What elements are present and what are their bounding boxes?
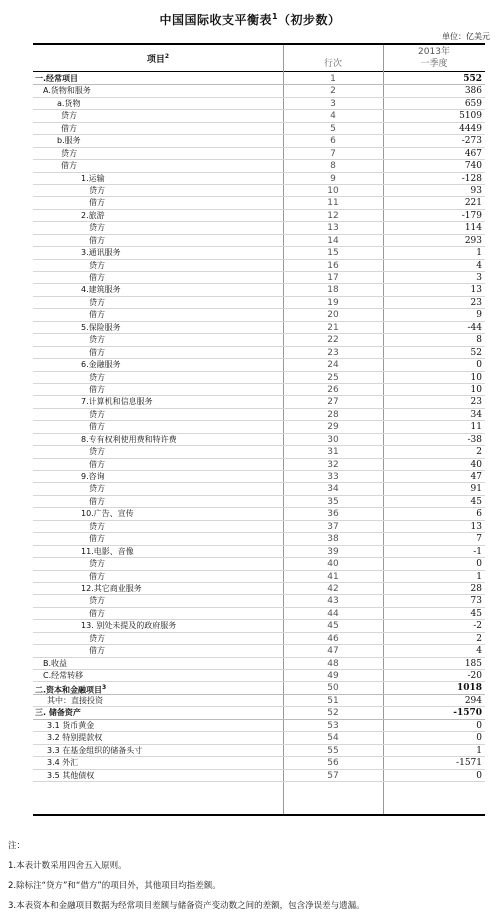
notes-heading: 注： [8, 841, 26, 851]
row-value: 91 [470, 484, 482, 495]
row-value: 3 [476, 273, 482, 283]
row-label: B.收益 [43, 658, 68, 668]
row-line-no: 19 [327, 297, 339, 308]
table-row [33, 173, 485, 185]
table-row [33, 260, 485, 272]
table-row [33, 496, 485, 508]
row-value: 2 [476, 447, 482, 458]
row-label: 贷方 [61, 111, 77, 121]
header-item-mark: 2 [164, 53, 170, 60]
row-label: 2.旅游 [81, 210, 105, 220]
table-row [33, 483, 485, 495]
row-line-no: 33 [327, 472, 339, 482]
row-label: 贷方 [89, 521, 105, 531]
table-row [33, 770, 485, 782]
row-label: 3.2 特别提款权 [47, 733, 103, 743]
row-value: -1571 [456, 758, 482, 769]
data-table [33, 73, 485, 782]
row-value: 293 [464, 235, 482, 246]
row-line-no: 27 [327, 397, 339, 408]
row-line-no: 5 [330, 123, 336, 134]
row-value: 1 [476, 248, 482, 259]
header-period-year: 2013年 [418, 47, 450, 57]
row-line-no: 56 [327, 758, 339, 769]
row-value: 13 [470, 285, 482, 296]
table-row [33, 272, 485, 284]
row-line-no: 47 [327, 646, 339, 657]
row-label: 贷方 [89, 447, 105, 457]
row-line-no: 32 [327, 459, 339, 470]
note-2: 2.除标注“贷方”和“借方”的项目外，其他项目均指差额。 [8, 881, 221, 891]
row-line-no: 24 [327, 360, 339, 371]
row-label: 借方 [89, 198, 105, 208]
row-label: 6.金融服务 [81, 360, 121, 370]
table-row [33, 583, 485, 595]
row-line-no: 11 [327, 198, 339, 209]
row-value: 2 [476, 633, 482, 644]
row-label: 借方 [89, 571, 105, 581]
row-value: 4 [476, 646, 482, 657]
row-label: 贷方 [89, 596, 105, 606]
table-row [33, 409, 485, 421]
row-value: -1 [473, 546, 482, 557]
row-label: 贷方 [89, 633, 105, 643]
row-line-no: 18 [327, 285, 339, 296]
row-label: 借方 [89, 646, 105, 656]
table-row [33, 235, 485, 247]
row-label: a.货物 [57, 98, 81, 108]
row-label: 借方 [89, 310, 105, 320]
row-line-no: 28 [327, 409, 339, 420]
row-value: -179 [461, 210, 482, 221]
row-line-no: 46 [327, 633, 339, 644]
table-row [33, 322, 485, 334]
row-label: 借方 [61, 161, 77, 171]
row-line-no: 55 [327, 745, 339, 756]
row-value: 93 [470, 185, 482, 196]
row-label: 11.电影、音像 [81, 546, 134, 556]
table-row [33, 595, 485, 607]
table-row [33, 123, 485, 135]
row-line-no: 10 [327, 185, 339, 196]
row-line-no: 9 [330, 173, 336, 184]
row-label: 1.运输 [81, 173, 105, 183]
row-label: 借方 [89, 235, 105, 245]
row-label: 贷方 [89, 185, 105, 195]
table-row [33, 396, 485, 408]
row-value: 659 [464, 98, 482, 109]
row-label: 贷方 [89, 409, 105, 419]
row-value: 552 [463, 74, 482, 84]
row-label: 3.通讯服务 [81, 248, 121, 258]
row-label: 借方 [89, 422, 105, 432]
row-label: 10.广告、宣传 [81, 509, 134, 519]
row-line-no: 35 [327, 496, 339, 507]
table-header [33, 45, 485, 71]
row-value: 1018 [456, 683, 482, 694]
row-label: 二.资本和金融项目$^3$ [35, 684, 107, 696]
row-line-no: 22 [327, 335, 339, 346]
table-row [33, 571, 485, 583]
row-label: 借方 [89, 534, 105, 544]
row-value: 73 [470, 596, 482, 607]
row-line-no: 16 [327, 260, 339, 271]
footnotes [8, 836, 365, 916]
row-line-no: 2 [330, 86, 336, 97]
row-value: 4 [476, 260, 482, 271]
row-value: 10 [470, 372, 482, 383]
row-line-no: 44 [327, 608, 339, 619]
row-label: 贷方 [61, 148, 77, 158]
row-line-no: 12 [327, 210, 339, 221]
table-row [33, 247, 485, 259]
row-value: -38 [467, 434, 482, 445]
row-value: 0 [476, 559, 482, 570]
row-line-no: 26 [327, 384, 339, 395]
row-value: 28 [470, 583, 482, 594]
table-row [33, 633, 485, 645]
row-value: -273 [461, 136, 482, 147]
row-label: 借方 [89, 459, 105, 469]
table-row [33, 620, 485, 632]
row-label: 贷方 [89, 372, 105, 382]
row-label: 13. 别处未提及的政府服务 [81, 621, 177, 631]
table-row [33, 421, 485, 433]
row-value: 0 [476, 733, 482, 744]
row-label: 借方 [89, 347, 105, 357]
row-line-no: 36 [327, 509, 339, 520]
row-line-no: 38 [327, 534, 339, 545]
header-line-no: 行次 [323, 59, 342, 69]
table-row [33, 521, 485, 533]
row-label: 贷方 [89, 335, 105, 345]
unit-label: 单位：亿美元 [442, 32, 490, 41]
table-row [33, 309, 485, 321]
table-row [33, 471, 485, 483]
table-bottom-rule [33, 814, 485, 816]
row-value: 8 [476, 335, 482, 346]
row-label: 5.保险服务 [81, 322, 121, 332]
row-value: 23 [470, 297, 482, 308]
row-label: 借方 [89, 273, 105, 282]
row-line-no: 30 [327, 434, 339, 445]
table-row [33, 645, 485, 657]
row-value: -20 [467, 671, 482, 681]
row-line-no: 34 [327, 484, 339, 495]
row-value: 45 [470, 608, 482, 619]
title-footnote-mark: 1 [271, 12, 279, 21]
row-label: 借方 [61, 123, 77, 133]
table-row [33, 297, 485, 309]
row-line-no: 13 [327, 223, 339, 234]
row-label: 3.4 外汇 [47, 758, 79, 768]
row-value: 0 [476, 360, 482, 371]
table-row [33, 334, 485, 346]
row-footnote-mark: 3 [102, 684, 107, 692]
row-label: 借方 [89, 496, 105, 506]
row-value: 294 [464, 695, 482, 706]
table-row [33, 135, 485, 147]
table-row [33, 359, 485, 371]
row-value: 40 [470, 459, 482, 470]
table-row [33, 110, 485, 122]
row-line-no: 42 [327, 583, 339, 594]
table-row [33, 459, 485, 471]
row-label: 三. 储备资产 [35, 708, 81, 718]
row-value: 45 [470, 496, 482, 507]
table-row [33, 85, 485, 97]
row-label: 其中：直接投资 [47, 695, 103, 705]
row-label: 3.3 在基金组织的储备头寸 [47, 745, 143, 755]
row-label: 4.建筑服务 [81, 285, 121, 295]
row-value: -1570 [453, 708, 482, 719]
table-row [33, 608, 485, 620]
row-value: 47 [470, 472, 482, 482]
row-line-no: 41 [327, 571, 339, 582]
row-line-no: 43 [327, 596, 339, 607]
table-row [33, 384, 485, 396]
row-value: 221 [464, 198, 482, 209]
table-row [33, 682, 485, 694]
row-line-no: 21 [327, 322, 339, 333]
table-row [33, 546, 485, 558]
table-row [33, 446, 485, 458]
row-value: -128 [461, 173, 482, 184]
row-line-no: 31 [327, 447, 339, 458]
table-row [33, 222, 485, 234]
row-line-no: 40 [327, 559, 339, 570]
row-value: -2 [473, 621, 482, 632]
row-line-no: 49 [327, 671, 339, 681]
table-row [33, 347, 485, 359]
table-row [33, 558, 485, 570]
table-row [33, 533, 485, 545]
row-label: 一.经常项目 [35, 74, 79, 83]
row-line-no: 15 [327, 248, 339, 259]
row-value: 10 [470, 384, 482, 395]
row-value: 185 [464, 658, 482, 669]
row-value: 114 [464, 223, 482, 234]
row-value: 23 [470, 397, 482, 408]
row-line-no: 4 [330, 111, 336, 122]
table-row [33, 73, 485, 85]
row-line-no: 37 [327, 521, 339, 532]
row-line-no: 20 [327, 310, 339, 321]
row-label: 贷方 [89, 223, 105, 233]
row-label: 贷方 [89, 484, 105, 494]
row-label: 3.5 其他债权 [47, 770, 95, 780]
row-value: 1 [476, 745, 482, 756]
header-period [383, 46, 485, 70]
row-value: 34 [470, 409, 482, 420]
row-line-no: 17 [327, 273, 339, 283]
row-label: 3.1 货币黄金 [47, 720, 95, 730]
row-value: 0 [476, 770, 482, 781]
table-row [33, 197, 485, 209]
row-value: 467 [464, 148, 482, 159]
row-label: 9.咨询 [81, 472, 105, 481]
row-line-no: 14 [327, 235, 339, 246]
row-line-no: 1 [330, 74, 336, 84]
row-value: 52 [470, 347, 482, 358]
row-label: 7.计算机和信息服务 [81, 397, 153, 407]
table-row [33, 720, 485, 732]
table-row [33, 372, 485, 384]
row-line-no: 48 [327, 658, 339, 669]
table-row [33, 508, 485, 520]
row-line-no: 54 [327, 733, 339, 744]
note-1: 1.本表计数采用四舍五入原则。 [8, 861, 127, 871]
row-value: 386 [464, 86, 482, 97]
row-line-no: 23 [327, 347, 339, 358]
row-label: 借方 [89, 608, 105, 618]
table-row [33, 210, 485, 222]
table-row [33, 757, 485, 769]
row-value: -44 [467, 322, 482, 333]
table-row [33, 148, 485, 160]
row-line-no: 45 [327, 621, 339, 632]
row-line-no: 8 [330, 161, 336, 172]
row-line-no: 52 [327, 708, 339, 719]
row-label: 借方 [89, 384, 105, 394]
table-row [33, 707, 485, 719]
row-label: 12.其它商业服务 [81, 583, 142, 593]
row-line-no: 29 [327, 422, 339, 433]
table-row [33, 434, 485, 446]
row-label: C.经常转移 [43, 671, 84, 680]
table-row [33, 185, 485, 197]
row-line-no: 50 [327, 683, 339, 694]
table-row [33, 658, 485, 670]
row-label: 8.专有权利使用费和特许费 [81, 434, 177, 444]
row-value: 740 [464, 161, 482, 172]
row-line-no: 57 [327, 770, 339, 781]
page-title: 中国国际收支平衡表$^1$（初步数） [159, 12, 341, 27]
table-row [33, 695, 485, 707]
row-label: A.货物和服务 [43, 86, 91, 96]
row-label: 贷方 [89, 260, 105, 270]
header-item: 项目$^2$ [146, 53, 170, 65]
row-value: 1 [476, 571, 482, 582]
header-period-quarter: 一季度 [420, 59, 448, 69]
row-value: 0 [476, 720, 482, 731]
row-line-no: 53 [327, 720, 339, 731]
table-row [33, 732, 485, 744]
row-line-no: 6 [330, 136, 336, 147]
row-label: b.服务 [57, 136, 81, 146]
table-row [33, 670, 485, 682]
row-value: 13 [470, 521, 482, 532]
row-label: 贷方 [89, 559, 105, 569]
row-value: 11 [470, 422, 482, 433]
note-3: 3.本表资本和金融项目数据为经常项目差额与储备资产变动数之间的差额，包含净误差与遗漏。 [8, 901, 365, 911]
row-value: 7 [476, 534, 482, 545]
row-label: 贷方 [89, 297, 105, 307]
header-bottom-rule [33, 71, 485, 72]
table-row [33, 160, 485, 172]
table-row [33, 745, 485, 757]
row-value: 5109 [459, 111, 482, 122]
title-suffix: （初步数） [278, 13, 341, 27]
table-row [33, 284, 485, 296]
table-row [33, 98, 485, 110]
row-line-no: 51 [327, 695, 339, 706]
row-line-no: 25 [327, 372, 339, 383]
row-line-no: 39 [327, 546, 339, 557]
row-value: 4449 [459, 123, 482, 134]
row-value: 9 [476, 310, 482, 321]
row-line-no: 7 [330, 148, 336, 159]
row-line-no: 3 [330, 98, 336, 109]
row-value: 6 [476, 509, 482, 520]
